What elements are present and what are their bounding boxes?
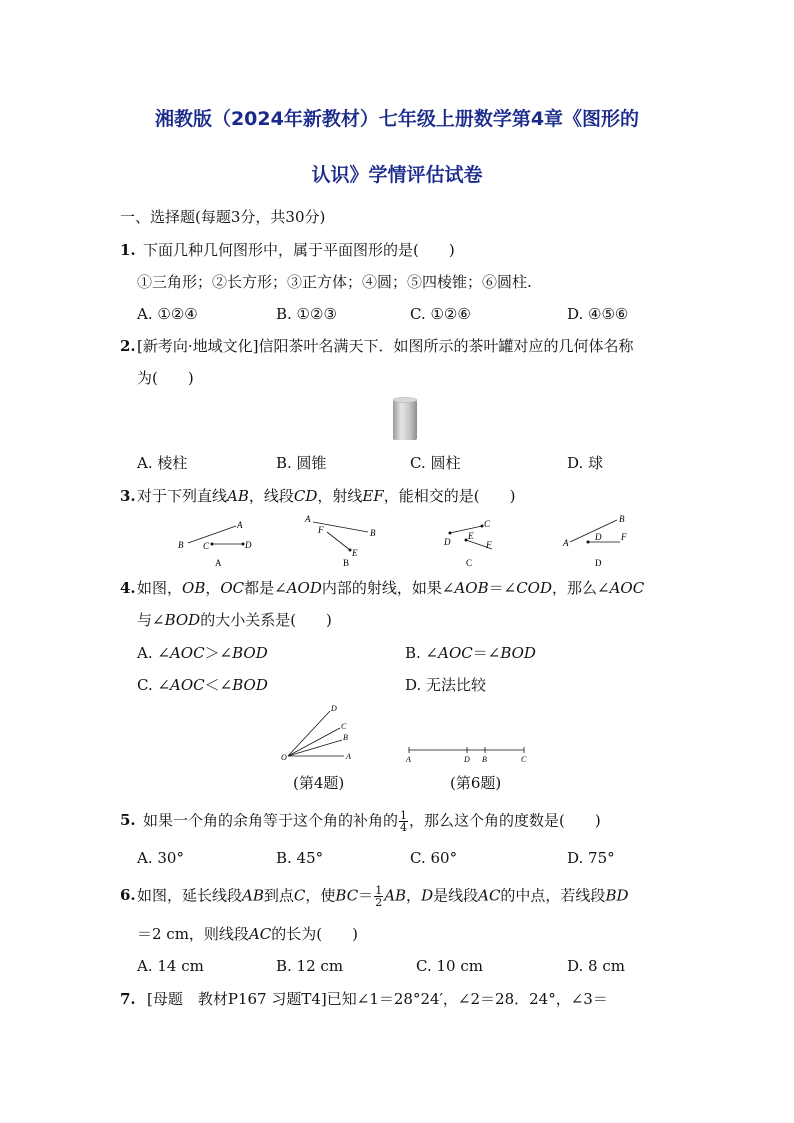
q3-figure-b	[304, 514, 376, 568]
fig3-caption-d: D	[595, 558, 602, 568]
q3-figure-d	[562, 514, 627, 568]
fig3d-label-a: A	[563, 538, 569, 548]
fig4-caption: (第4题)	[293, 774, 345, 792]
q6-option-d: D. 8 cm	[567, 957, 625, 975]
q6-fraction: $\frac{1}{2}$	[375, 884, 383, 909]
q3-figures	[170, 512, 650, 570]
q4-figure	[278, 702, 368, 766]
q5-number: 5.	[120, 811, 136, 829]
q4-stem-cont: 与∠BOD的大小关系是( )	[137, 611, 332, 629]
fig3b-label-e: E	[352, 548, 358, 558]
fig6-label-d: D	[464, 755, 470, 764]
q6-number: 6.	[120, 886, 136, 904]
q3-stem: 对于下列直线AB，线段CD，射线EF，能相交的是( )	[137, 487, 516, 505]
page-title-line1: 湘教版（2024年新教材）七年级上册数学第4章《图形的	[154, 108, 640, 130]
fig3-caption-c: C	[466, 558, 473, 568]
q2-option-a: A. 棱柱	[137, 454, 188, 472]
fig3c-label-f: F	[486, 540, 492, 550]
fig3d-label-d: D	[595, 532, 602, 542]
q5-option-c: C. 60°	[410, 849, 458, 867]
fig6-label-c: C	[521, 755, 527, 764]
fig3b-label-a: A	[305, 514, 311, 524]
fig6-label-a: A	[406, 755, 411, 764]
fig3c-label-d: D	[444, 537, 451, 547]
q6-stem-cont: ＝2 cm，则线段AC的长为( )	[137, 925, 358, 943]
section-header: 一、选择题(每题3分，共30分)	[120, 208, 326, 226]
q5-fraction: $\frac{1}{4}$	[400, 809, 408, 834]
fig3a-label-a: A	[237, 520, 243, 530]
q5-option-d: D. 75°	[567, 849, 615, 867]
fig3d-label-f: F	[621, 532, 627, 542]
q4-option-a: A. ∠AOC＞∠BOD	[137, 644, 268, 662]
q5-stem-part2: ，那么这个角的度数是( )	[409, 811, 601, 830]
fig3a-label-c: C	[203, 541, 210, 551]
q2-number: 2.	[120, 337, 136, 355]
fig3d-label-b: B	[619, 514, 625, 524]
q6-option-a: A. 14 cm	[137, 957, 204, 975]
fig6-caption: (第6题)	[450, 774, 502, 792]
q1-stem: 下面几种几何图形中，属于平面图形的是( )	[143, 241, 455, 259]
fig3a-label-b: B	[178, 540, 184, 550]
q7-stem: [母题 教材P167 习题T4]已知∠1＝28°24′，∠2＝28．24°，∠3＝	[147, 990, 608, 1008]
fig3c-label-e: E	[468, 531, 474, 541]
q6-figure	[404, 742, 534, 766]
q1-items: ①三角形；②长方形；③正方体；④圆；⑤四棱锥；⑥圆柱.	[137, 273, 532, 291]
q1-option-b: B. ①②③	[276, 305, 337, 323]
fig3b-label-f: F	[318, 525, 324, 535]
q2-option-c: C. 圆柱	[410, 454, 461, 472]
fig3-caption-b: B	[343, 558, 350, 568]
fig6-label-b: B	[482, 755, 487, 764]
q2-stem-cont: 为( )	[137, 369, 194, 387]
q4-option-c: C. ∠AOC＜∠BOD	[137, 676, 268, 694]
q4-number: 4.	[120, 579, 136, 597]
q5-stem	[143, 810, 601, 833]
fig4-label-d: D	[331, 704, 337, 713]
q2-stem: [新考向·地域文化]信阳茶叶名满天下．如图所示的茶叶罐对应的几何体名称	[137, 337, 634, 355]
q5-option-a: A. 30°	[137, 849, 184, 867]
q4-option-d: D. 无法比较	[405, 676, 487, 694]
fig4-label-a: A	[346, 752, 351, 761]
fig4-label-c: C	[341, 722, 347, 731]
q6-stem: 如图，延长线段AB到点C，使BC＝ $\frac{1}{2}$ AB，D是线段AC的中点，若线段BD	[137, 884, 629, 909]
page-title-line2: 认识》学情评估试卷	[311, 164, 483, 186]
fig3a-label-d: D	[245, 540, 252, 550]
q3-number: 3.	[120, 487, 136, 505]
q5-stem-part1: 如果一个角的余角等于这个角的补角的	[143, 811, 399, 830]
q4-option-b: B. ∠AOC＝∠BOD	[405, 644, 536, 662]
q6-option-c: C. 10 cm	[416, 957, 483, 975]
q2-option-d: D. 球	[567, 454, 604, 472]
q6-option-b: B. 12 cm	[276, 957, 344, 975]
q1-number: 1.	[120, 241, 136, 259]
q5-option-b: B. 45°	[276, 849, 324, 867]
fig3c-label-c: C	[484, 519, 491, 529]
q2-option-b: B. 圆锥	[276, 454, 327, 472]
q1-option-d: D. ④⑤⑥	[567, 305, 629, 323]
q1-option-c: C. ①②⑥	[410, 305, 471, 323]
fig4-label-b: B	[343, 733, 348, 742]
fig3b-label-b: B	[370, 528, 376, 538]
q4-stem: 如图，OB，OC都是∠AOD内部的射线，如果∠AOB＝∠COD，那么∠AOC	[137, 579, 645, 597]
tea-canister-image	[390, 396, 420, 442]
fig3-caption-a: A	[215, 558, 222, 568]
q3-figure-c	[443, 519, 492, 568]
q1-option-a: A. ①②④	[137, 305, 198, 323]
q3-figure-a	[178, 520, 252, 568]
q7-number: 7.	[120, 990, 136, 1008]
fig4-label-o: O	[281, 753, 287, 762]
